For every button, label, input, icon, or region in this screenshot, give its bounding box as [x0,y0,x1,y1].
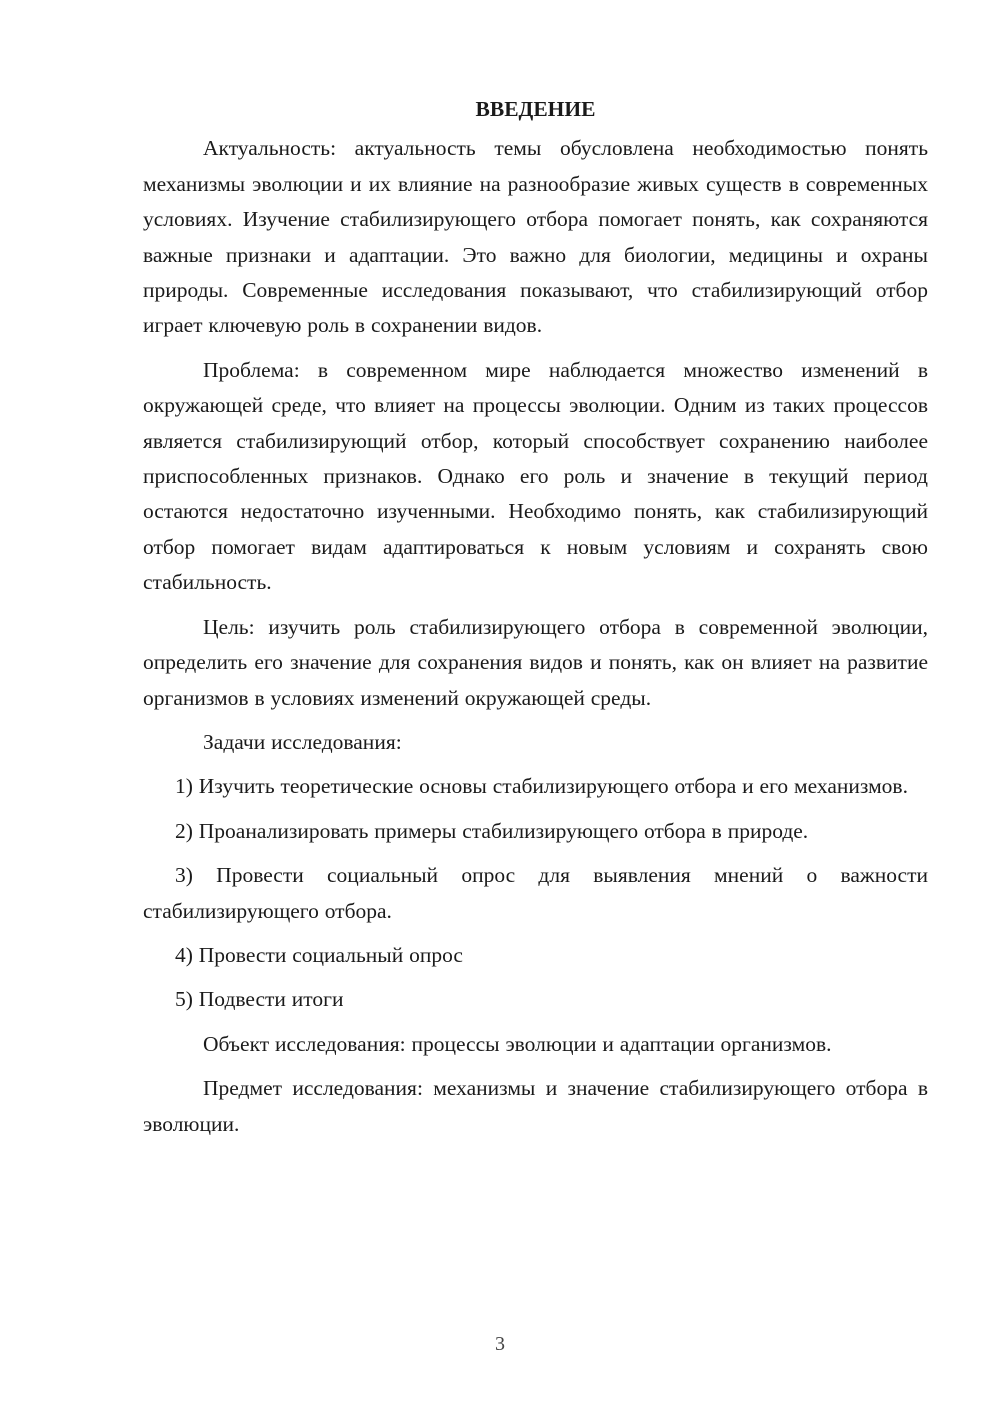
task-item-2: 2) Проанализировать примеры стабилизирующего отбора в природе. [175,818,809,843]
research-subject-paragraph: Предмет исследования: механизмы и значение стабилизирующего отбора в эволюции. [143,1076,928,1136]
research-object-paragraph: Объект исследования: процессы эволюции и адаптации организмов. [203,1031,832,1056]
tasks-heading: Задачи исследования: [203,729,402,754]
problem-paragraph: Проблема: в современном мире наблюдается множество изменений в окружающей среде, что влияет на процессы эволюции. Одним из таких процессов является стабилизирующий отбор, который способствует сохранению наиболее приспособленных признаков. Однако его роль и значение в текущий период остаются недостаточно изученными. Необходимо понять, как стабилизирующий отбор помогает видам адаптироваться к новым условиям и сохранять свою стабильность. [143,357,928,595]
task-item-3: 3) Провести социальный опрос для выявления мнений о важности стабилизирующего отбора. [143,863,928,923]
task-item-5: 5) Подвести итоги [175,987,344,1012]
relevance-paragraph: Актуальность: актуальность темы обусловлена необходимостью понять механизмы эволюции и их влияние на разнообразие живых существ в современных условиях. Изучение стабилизирующего отбора помогает понять, как сохраняются важные признаки и адаптации. Это важно для биологии, медицины и охраны природы. Современные исследования показывают, что стабилизирующий отбор играет ключевую роль в сохранении видов. [143,136,928,338]
task-item-1: 1) Изучить теоретические основы стабилизирующего отбора и его механизмов. [175,774,908,799]
document-page [143,92,928,1151]
task-item-4: 4) Провести социальный опрос [175,942,463,967]
page-number: 3 [495,1333,505,1355]
section-title: ВВЕДЕНИЕ [475,97,596,121]
goal-paragraph: Цель: изучить роль стабилизирующего отбора в современной эволюции, определить его значение для сохранения видов и понять, как он влияет на развитие организмов в условиях изменений окружающей среды. [143,614,928,710]
